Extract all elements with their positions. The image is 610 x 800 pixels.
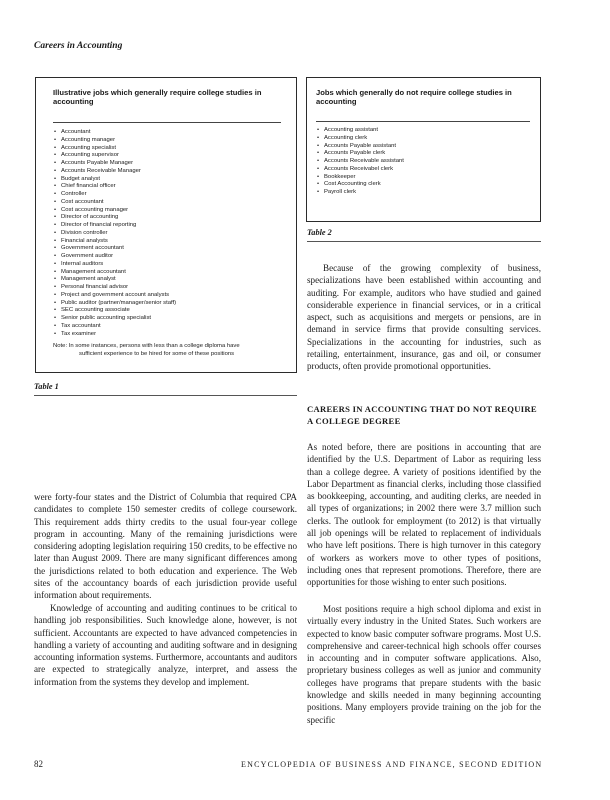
list-item: • Accountant — [53, 129, 176, 137]
list-item: • Cost accounting manager — [53, 207, 176, 215]
left-paragraph-2: Knowledge of accounting and auditing continues to be critical to handling job responsibilities. Such knowledge alone, however, is not sufficient. Accountants are expected to have advanced competencies in handling a variety of accounting and auditing software and in designing accounting information systems. Furthermore, accountants and auditors are expected to strategically analyze, interpret, and assess the information from the systems they develop and implement. — [34, 603, 297, 687]
section-heading: CAREERS IN ACCOUNTING THAT DO NOT REQUIRE A COLLEGE DEGREE — [307, 404, 537, 426]
table-1-divider — [53, 122, 281, 123]
list-item: • Senior public accounting specialist — [53, 315, 176, 323]
left-paragraph-1: were forty-four states and the District of Columbia that required CPA candidates to complete 150 semester credits of college coursework. This requirement adds thirty credits to the usual four-year college program in accounting. Many of the remaining jurisdictions were considering adopting legislation requiring 150 credits, to be effective no later than August 2009. There are many significant differences among the jurisdictions related to both education and experience. The Web sites of the accountancy boards of each jurisdiction provide useful information about requirements. — [34, 492, 297, 601]
list-item: • SEC accounting associate — [53, 307, 176, 315]
list-item: • Public auditor (partner/manager/senior staff) — [53, 300, 176, 308]
table-2-box — [306, 77, 541, 222]
table-2-caption: Table 2 — [307, 228, 332, 237]
table-1-caption-rule — [34, 395, 297, 396]
table-1-note-line-2: sufficient experience to be hired for some of these positions — [79, 350, 235, 357]
right-paragraph-3: Most positions require a high school diploma and exist in virtually every industry in the United States. Such workers are expected to know basic computer software programs. Most U.S. comprehensive and career-technical high schools offer courses in accounting and in computer software applications. Also, proprietary business colleges as well as junior and community colleges have programs that prepare students with the basic knowledge and skills needed in many beginning accounting positions. Many employers provide training on the job for the specific — [307, 604, 541, 725]
right-paragraph-1: Because of the growing complexity of business, specializations have been established within accounting and auditing. For example, auditors who have studied and gained considerable experience in financial services, or in a critical aspect, such as acquisitions and mergets or pensions, are in demand in service firms that provide consulting services. Specializations in the accounting for industries, such as retailing, entertainment, insurance, gas and oil, or consumer products, often provide promotional opportunities. — [307, 263, 541, 372]
list-item: • Financial analysts — [53, 238, 176, 246]
list-item: • Internal auditors — [53, 261, 176, 269]
list-item: • Accounting specialist — [53, 145, 176, 153]
list-item: • Accounting assistant — [316, 127, 404, 135]
list-item: • Bookkeeper — [316, 174, 404, 182]
table-2-caption-rule — [307, 241, 541, 242]
list-item: • Chief financial officer — [53, 183, 176, 191]
page-number: 82 — [34, 759, 43, 769]
list-item: • Cost Accounting clerk — [316, 181, 404, 189]
running-head: Careers in Accounting — [34, 41, 123, 51]
table-1-box — [35, 77, 297, 373]
list-item: • Tax examiner — [53, 331, 176, 339]
list-item: • Payroll clerk — [316, 189, 404, 197]
list-item: • Management accountant — [53, 269, 176, 277]
list-item: • Controller — [53, 191, 176, 199]
list-item: • Accounts Receivable Manager — [53, 168, 176, 176]
list-item: • Division controller — [53, 230, 176, 238]
list-item: • Accounting supervisor — [53, 152, 176, 160]
list-item: • Accounts Receivabel clerk — [316, 166, 404, 174]
list-item: • Accounting manager — [53, 137, 176, 145]
list-item: • Accounting clerk — [316, 135, 404, 143]
list-item: • Accounts Payable assistant — [316, 143, 404, 151]
list-item: • Accounts Payable clerk — [316, 150, 404, 158]
list-item: • Director of accounting — [53, 214, 176, 222]
right-paragraph-2: As noted before, there are positions in accounting that are identified by the U.S. Department of Labor as requiring less than a college degree. A variety of positions identified by the Labor Department as financial clerks, including those classified as bookkeeping, accounting, and auditing clerks, are needed in all types of organizations; in 2002 there were 3.7 million such clerks. The outlook for employment (to 2012) is that virtually all job openings will be related to replacement of individuals who have left positions. There is high turnover in this category of workers as workers move to other types of positions, including ones that represent promotions. Therefore, there are opportunities for those wishing to enter such positions. — [307, 442, 541, 588]
list-item: • Management analyst — [53, 276, 176, 284]
list-item: • Accounts Payable Manager — [53, 160, 176, 168]
list-item: • Accounts Receivable assistant — [316, 158, 404, 166]
list-item: • Cost accountant — [53, 199, 176, 207]
list-item: • Personal financial advisor — [53, 284, 176, 292]
list-item: • Government accountant — [53, 245, 176, 253]
table-2-list — [316, 127, 404, 197]
table-1-note — [53, 343, 285, 359]
list-item: • Tax accountant — [53, 323, 176, 331]
list-item: • Director of financial reporting — [53, 222, 176, 230]
list-item: • Government auditor — [53, 253, 176, 261]
table-1-caption: Table 1 — [34, 382, 59, 391]
table-1-title: Illustrative jobs which generally require college studies in accounting — [53, 88, 262, 107]
table-2-title: Jobs which generally do not require college studies in accounting — [316, 88, 512, 107]
list-item: • Project and government account analysts — [53, 292, 176, 300]
table-1-list — [53, 129, 176, 338]
table-1-note-line-1: Note: In some instances, persons with less than a college diploma have — [53, 343, 240, 349]
table-2-divider — [316, 121, 530, 122]
list-item: • Budget analyst — [53, 176, 176, 184]
book-title-footer: ENCYCLOPEDIA OF BUSINESS AND FINANCE, SECOND EDITION — [241, 760, 543, 769]
